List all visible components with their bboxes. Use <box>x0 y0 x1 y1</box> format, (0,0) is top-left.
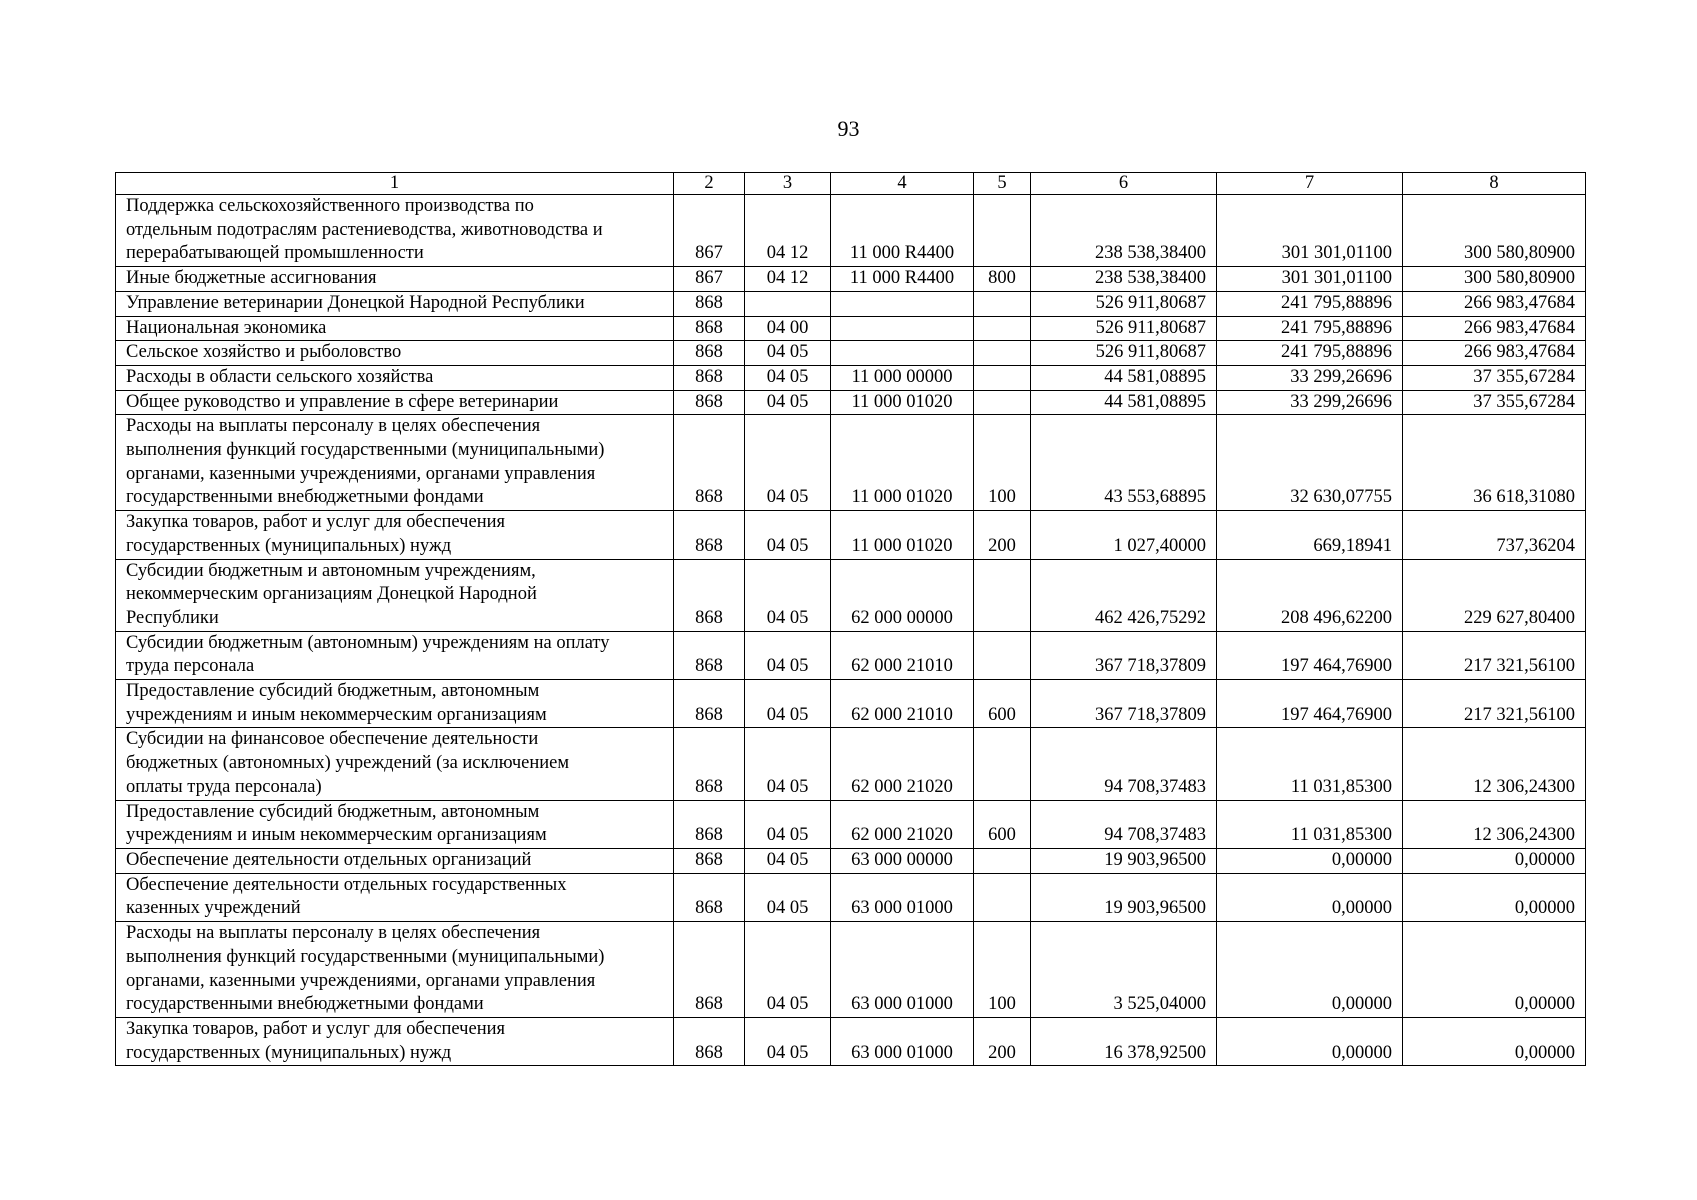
cell-amount-2: 197 464,76900 <box>1217 631 1403 679</box>
cell-admin-code: 868 <box>674 680 745 728</box>
description-line: государственными внебюджетными фондами <box>126 487 484 508</box>
description-line: Закупка товаров, работ и услуг для обеспечения <box>126 1018 506 1039</box>
cell-expense-type: 800 <box>974 267 1031 292</box>
cell-description <box>116 341 674 366</box>
description-line: Субсидии бюджетным (автономным) учреждениям на оплату <box>126 632 610 653</box>
cell-amount-3: 300 580,80900 <box>1403 195 1586 267</box>
cell-section-code: 04 05 <box>745 390 831 415</box>
cell-expense-type: 200 <box>974 1017 1031 1065</box>
description-line: Республики <box>126 607 219 628</box>
table-row <box>116 631 1586 679</box>
cell-target-code: 11 000 01020 <box>831 390 974 415</box>
cell-description <box>116 848 674 873</box>
table-row <box>116 415 1586 511</box>
cell-description <box>116 511 674 559</box>
cell-section-code: 04 12 <box>745 267 831 292</box>
description-line: Расходы в области сельского хозяйства <box>126 366 434 387</box>
description-line: казенных учреждений <box>126 898 301 919</box>
cell-amount-1: 3 525,04000 <box>1031 922 1217 1018</box>
description-line: выполнения функций государственными (муниципальными) <box>126 440 605 461</box>
description-line: органами, казенными учреждениями, органами управления <box>126 463 596 484</box>
description-line: перерабатывающей промышленности <box>126 243 424 264</box>
cell-amount-1: 94 708,37483 <box>1031 728 1217 800</box>
table-row <box>116 390 1586 415</box>
table-row <box>116 1017 1586 1065</box>
table-row <box>116 341 1586 366</box>
cell-admin-code: 868 <box>674 415 745 511</box>
cell-amount-2: 241 795,88896 <box>1217 341 1403 366</box>
description-line: государственных (муниципальных) нужд <box>126 1042 452 1063</box>
cell-amount-1: 94 708,37483 <box>1031 800 1217 848</box>
cell-admin-code: 868 <box>674 728 745 800</box>
cell-expense-type: 100 <box>974 922 1031 1018</box>
cell-admin-code: 868 <box>674 511 745 559</box>
cell-expense-type <box>974 365 1031 390</box>
description-line: Поддержка сельскохозяйственного производства по <box>126 196 534 216</box>
cell-admin-code: 868 <box>674 559 745 631</box>
description-line: некоммерческим организациям Донецкой Народной <box>126 584 537 605</box>
cell-target-code: 63 000 01000 <box>831 922 974 1018</box>
cell-admin-code: 867 <box>674 195 745 267</box>
cell-description <box>116 267 674 292</box>
description-line: учреждениям и иным некоммерческим организациям <box>126 704 547 725</box>
table-row <box>116 559 1586 631</box>
cell-target-code: 62 000 21010 <box>831 631 974 679</box>
cell-section-code: 04 05 <box>745 873 831 921</box>
column-header: 7 <box>1217 173 1403 195</box>
cell-section-code: 04 12 <box>745 195 831 267</box>
column-header: 4 <box>831 173 974 195</box>
cell-amount-3: 37 355,67284 <box>1403 365 1586 390</box>
cell-amount-2: 241 795,88896 <box>1217 291 1403 316</box>
cell-amount-3: 737,36204 <box>1403 511 1586 559</box>
cell-expense-type: 600 <box>974 800 1031 848</box>
cell-amount-3: 0,00000 <box>1403 1017 1586 1065</box>
table-header-row <box>116 173 1586 195</box>
cell-amount-1: 526 911,80687 <box>1031 341 1217 366</box>
description-line: Обеспечение деятельности отдельных государственных <box>126 874 567 895</box>
cell-section-code: 04 05 <box>745 341 831 366</box>
cell-description <box>116 559 674 631</box>
cell-amount-2: 669,18941 <box>1217 511 1403 559</box>
cell-admin-code: 868 <box>674 873 745 921</box>
cell-amount-2: 0,00000 <box>1217 848 1403 873</box>
cell-target-code: 62 000 21010 <box>831 680 974 728</box>
cell-amount-2: 33 299,26696 <box>1217 365 1403 390</box>
cell-target-code <box>831 291 974 316</box>
table-row <box>116 848 1586 873</box>
cell-expense-type: 200 <box>974 511 1031 559</box>
description-line: государственными внебюджетными фондами <box>126 994 484 1015</box>
cell-admin-code: 867 <box>674 267 745 292</box>
cell-amount-2: 0,00000 <box>1217 873 1403 921</box>
cell-admin-code: 868 <box>674 922 745 1018</box>
table-row <box>116 728 1586 800</box>
cell-amount-3: 300 580,80900 <box>1403 267 1586 292</box>
cell-target-code: 11 000 R4400 <box>831 195 974 267</box>
description-line: органами, казенными учреждениями, органами управления <box>126 970 596 991</box>
description-line: оплаты труда персонала) <box>126 776 322 797</box>
cell-section-code: 04 05 <box>745 848 831 873</box>
cell-section-code: 04 05 <box>745 1017 831 1065</box>
cell-amount-2: 197 464,76900 <box>1217 680 1403 728</box>
cell-amount-1: 526 911,80687 <box>1031 316 1217 341</box>
cell-amount-3: 0,00000 <box>1403 873 1586 921</box>
column-header: 8 <box>1403 173 1586 195</box>
cell-target-code: 63 000 01000 <box>831 1017 974 1065</box>
cell-description <box>116 922 674 1018</box>
cell-amount-1: 1 027,40000 <box>1031 511 1217 559</box>
cell-expense-type <box>974 559 1031 631</box>
cell-admin-code: 868 <box>674 848 745 873</box>
cell-description <box>116 728 674 800</box>
description-line: Сельское хозяйство и рыболовство <box>126 342 402 363</box>
cell-target-code: 11 000 R4400 <box>831 267 974 292</box>
table-row <box>116 267 1586 292</box>
description-line: Общее руководство и управление в сфере ветеринарии <box>126 391 559 412</box>
cell-target-code <box>831 316 974 341</box>
cell-section-code: 04 05 <box>745 365 831 390</box>
table-row <box>116 680 1586 728</box>
cell-description <box>116 800 674 848</box>
cell-target-code: 11 000 01020 <box>831 415 974 511</box>
cell-amount-2: 301 301,01100 <box>1217 267 1403 292</box>
table-row <box>116 873 1586 921</box>
cell-admin-code: 868 <box>674 316 745 341</box>
cell-section-code: 04 00 <box>745 316 831 341</box>
cell-expense-type <box>974 291 1031 316</box>
description-line: отдельным подотраслям растениеводства, животноводства и <box>126 219 603 240</box>
cell-target-code: 62 000 00000 <box>831 559 974 631</box>
cell-amount-2: 11 031,85300 <box>1217 800 1403 848</box>
cell-section-code: 04 05 <box>745 680 831 728</box>
cell-expense-type <box>974 390 1031 415</box>
cell-expense-type <box>974 316 1031 341</box>
cell-amount-3: 0,00000 <box>1403 848 1586 873</box>
cell-amount-1: 462 426,75292 <box>1031 559 1217 631</box>
budget-table <box>115 172 1586 1066</box>
cell-amount-2: 301 301,01100 <box>1217 195 1403 267</box>
column-header: 5 <box>974 173 1031 195</box>
cell-amount-1: 19 903,96500 <box>1031 873 1217 921</box>
table-row <box>116 365 1586 390</box>
description-line: Обеспечение деятельности отдельных организаций <box>126 849 532 870</box>
description-line: бюджетных (автономных) учреждений (за исключением <box>126 753 570 774</box>
cell-amount-1: 367 718,37809 <box>1031 680 1217 728</box>
table-row <box>116 511 1586 559</box>
cell-admin-code: 868 <box>674 631 745 679</box>
cell-expense-type <box>974 728 1031 800</box>
cell-description <box>116 390 674 415</box>
cell-expense-type <box>974 631 1031 679</box>
cell-admin-code: 868 <box>674 1017 745 1065</box>
cell-expense-type: 100 <box>974 415 1031 511</box>
cell-section-code: 04 05 <box>745 800 831 848</box>
cell-admin-code: 868 <box>674 291 745 316</box>
description-line: Предоставление субсидий бюджетным, автономным <box>126 681 540 702</box>
cell-amount-1: 526 911,80687 <box>1031 291 1217 316</box>
table-body <box>116 173 1586 1066</box>
cell-admin-code: 868 <box>674 365 745 390</box>
cell-amount-1: 43 553,68895 <box>1031 415 1217 511</box>
table-row <box>116 195 1586 267</box>
cell-section-code <box>745 291 831 316</box>
cell-amount-1: 238 538,38400 <box>1031 195 1217 267</box>
column-header: 6 <box>1031 173 1217 195</box>
cell-description <box>116 365 674 390</box>
cell-description <box>116 291 674 316</box>
description-line: Закупка товаров, работ и услуг для обеспечения <box>126 512 506 533</box>
cell-amount-1: 238 538,38400 <box>1031 267 1217 292</box>
description-line: Субсидии на финансовое обеспечение деятельности <box>126 729 539 750</box>
cell-target-code: 62 000 21020 <box>831 800 974 848</box>
description-line: Национальная экономика <box>126 317 327 338</box>
cell-description <box>116 1017 674 1065</box>
cell-target-code: 62 000 21020 <box>831 728 974 800</box>
cell-amount-3: 37 355,67284 <box>1403 390 1586 415</box>
cell-expense-type <box>974 341 1031 366</box>
cell-amount-3: 266 983,47684 <box>1403 291 1586 316</box>
table-row <box>116 291 1586 316</box>
cell-admin-code: 868 <box>674 390 745 415</box>
cell-amount-2: 11 031,85300 <box>1217 728 1403 800</box>
description-line: Субсидии бюджетным и автономным учреждениям, <box>126 560 536 581</box>
cell-admin-code: 868 <box>674 800 745 848</box>
cell-section-code: 04 05 <box>745 631 831 679</box>
cell-expense-type <box>974 873 1031 921</box>
cell-amount-2: 0,00000 <box>1217 1017 1403 1065</box>
cell-expense-type: 600 <box>974 680 1031 728</box>
cell-expense-type <box>974 195 1031 267</box>
description-line: Предоставление субсидий бюджетным, автономным <box>126 801 540 822</box>
description-line: Расходы на выплаты персоналу в целях обеспечения <box>126 416 541 437</box>
cell-amount-1: 44 581,08895 <box>1031 365 1217 390</box>
cell-amount-1: 44 581,08895 <box>1031 390 1217 415</box>
page-number: 93 <box>837 116 860 141</box>
cell-target-code: 11 000 01020 <box>831 511 974 559</box>
cell-amount-3: 266 983,47684 <box>1403 341 1586 366</box>
cell-amount-3: 266 983,47684 <box>1403 316 1586 341</box>
cell-amount-3: 0,00000 <box>1403 922 1586 1018</box>
cell-section-code: 04 05 <box>745 922 831 1018</box>
description-line: выполнения функций государственными (муниципальными) <box>126 946 605 967</box>
column-header: 1 <box>116 173 674 195</box>
cell-description <box>116 631 674 679</box>
description-line: Управление ветеринарии Донецкой Народной Республики <box>126 292 585 313</box>
column-header: 3 <box>745 173 831 195</box>
cell-expense-type <box>974 848 1031 873</box>
cell-target-code: 63 000 00000 <box>831 848 974 873</box>
description-line: Расходы на выплаты персоналу в целях обеспечения <box>126 923 541 944</box>
cell-amount-3: 12 306,24300 <box>1403 800 1586 848</box>
cell-amount-1: 367 718,37809 <box>1031 631 1217 679</box>
description-line: учреждениям и иным некоммерческим организациям <box>126 825 547 846</box>
cell-description <box>116 415 674 511</box>
cell-admin-code: 868 <box>674 341 745 366</box>
cell-description <box>116 680 674 728</box>
cell-target-code: 11 000 00000 <box>831 365 974 390</box>
cell-amount-3: 36 618,31080 <box>1403 415 1586 511</box>
table-row <box>116 800 1586 848</box>
cell-amount-1: 19 903,96500 <box>1031 848 1217 873</box>
cell-amount-2: 241 795,88896 <box>1217 316 1403 341</box>
cell-description <box>116 316 674 341</box>
cell-amount-1: 16 378,92500 <box>1031 1017 1217 1065</box>
table-row <box>116 316 1586 341</box>
cell-section-code: 04 05 <box>745 415 831 511</box>
column-header: 2 <box>674 173 745 195</box>
cell-section-code: 04 05 <box>745 511 831 559</box>
cell-amount-3: 12 306,24300 <box>1403 728 1586 800</box>
cell-section-code: 04 05 <box>745 559 831 631</box>
cell-target-code: 63 000 01000 <box>831 873 974 921</box>
cell-amount-2: 0,00000 <box>1217 922 1403 1018</box>
cell-amount-3: 229 627,80400 <box>1403 559 1586 631</box>
cell-amount-3: 217 321,56100 <box>1403 631 1586 679</box>
cell-description <box>116 873 674 921</box>
table-row <box>116 922 1586 1018</box>
cell-amount-2: 208 496,62200 <box>1217 559 1403 631</box>
description-line: труда персонала <box>126 656 255 677</box>
description-line: Иные бюджетные ассигнования <box>126 268 377 289</box>
description-line: государственных (муниципальных) нужд <box>126 535 452 556</box>
cell-target-code <box>831 341 974 366</box>
cell-amount-2: 33 299,26696 <box>1217 390 1403 415</box>
cell-amount-3: 217 321,56100 <box>1403 680 1586 728</box>
cell-description <box>116 195 674 267</box>
cell-section-code: 04 05 <box>745 728 831 800</box>
cell-amount-2: 32 630,07755 <box>1217 415 1403 511</box>
